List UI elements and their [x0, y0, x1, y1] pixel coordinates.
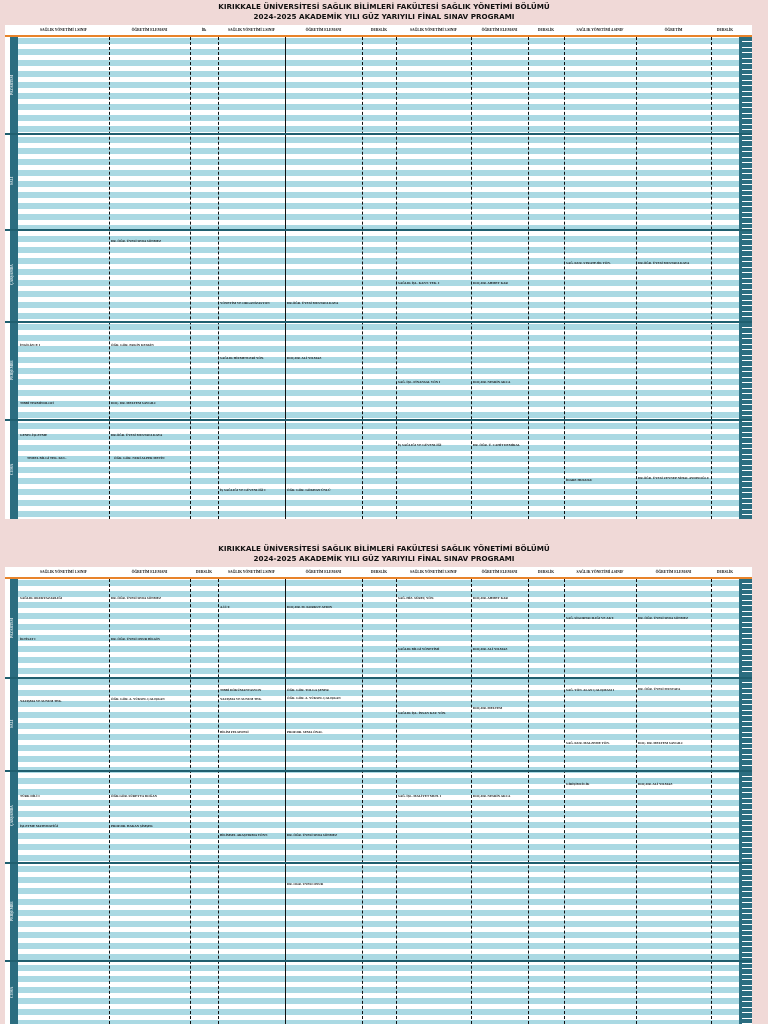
header-cell: DERSLİK: [716, 28, 734, 32]
header-cell: DERSLİK: [195, 570, 213, 574]
day-divider: [5, 229, 752, 231]
schedule-table-1: [5, 25, 752, 519]
schedule-entry: İŞLETME MATEMATİĞİ: [20, 824, 59, 828]
day-label: ÇARŞAMBA: [10, 264, 14, 286]
right-tick: [742, 338, 752, 339]
day-divider: [5, 419, 752, 421]
day-divider: [5, 862, 752, 864]
column-divider: [564, 37, 565, 519]
schedule-entry: BİLİMSEL ARAŞTIRMA YÖNT.: [220, 833, 268, 837]
schedule-entry: DOÇ.DR. NESRİN AKCA: [473, 380, 511, 384]
header-cell: ÖĞRETİM ELEMANI: [481, 570, 518, 574]
right-tick: [742, 195, 752, 196]
schedule-entry: DOÇ.DR. ALİ YILMAZ: [287, 356, 322, 360]
schedule-entry: SAĞ. İŞL. FİNANSAL YÖN I: [398, 380, 441, 384]
right-tick: [742, 1018, 752, 1019]
right-tick: [742, 206, 752, 207]
right-tick: [742, 963, 752, 964]
column-divider: [711, 37, 712, 519]
right-tick: [742, 649, 752, 650]
right-tick: [742, 404, 752, 405]
right-tick: [742, 448, 752, 449]
right-tick: [742, 957, 752, 958]
schedule-entry: DOÇ.DR. NESRİN AKCA: [473, 794, 511, 798]
right-tick: [742, 820, 752, 821]
right-tick: [742, 426, 752, 427]
right-tick: [742, 69, 752, 70]
schedule-entry: DOÇ. DR. MELTEM SAYGILI: [111, 401, 156, 405]
right-tick: [742, 96, 752, 97]
right-tick: [742, 355, 752, 356]
right-tick: [742, 996, 752, 997]
right-tick: [742, 300, 752, 301]
schedule-entry: DOÇ. DR. MELTEM SAYGILI: [638, 741, 683, 745]
right-tick: [742, 190, 752, 191]
right-tick: [742, 179, 752, 180]
right-tick: [742, 1012, 752, 1013]
right-tick: [742, 421, 752, 422]
right-tick: [742, 360, 752, 361]
right-tick: [742, 41, 752, 42]
day-label: CUMA: [10, 986, 14, 998]
right-tick: [742, 349, 752, 350]
page-title-1: [0, 2, 768, 21]
schedule-table-2: [5, 567, 752, 1024]
right-tick: [742, 487, 752, 488]
right-tick: [742, 924, 752, 925]
right-tick: [742, 327, 752, 328]
table-header: [5, 567, 752, 579]
right-tick: [742, 655, 752, 656]
column-divider: [362, 579, 363, 1024]
header-cell: SAĞLIK YÖNETİMİ 3.SINIF: [410, 28, 457, 32]
schedule-entry: SAĞLIK İŞL. İNSAN KAY. YÖN.: [398, 711, 447, 715]
right-tick: [742, 869, 752, 870]
column-divider: [564, 579, 565, 1024]
right-tick: [742, 880, 752, 881]
right-tick: [742, 853, 752, 854]
right-tick: [742, 627, 752, 628]
right-tick: [742, 311, 752, 312]
header-cell: ÖĞRETİM ELEMANI: [131, 28, 168, 32]
schedule-entry: SAĞ. YÖN. ALAN ÇALIŞMASI I: [566, 688, 615, 692]
schedule-entry: ÖĞR. GÖR. A. YÜKSEL ÇALIŞKAN: [287, 696, 341, 700]
column-divider: [396, 579, 397, 1024]
schedule-entry: DOÇ.DR. AHMET KAR: [473, 596, 508, 600]
right-tick: [742, 91, 752, 92]
schedule-entry: DR. ÖĞR. ÜYESİ SEDA SÖNMEZ: [638, 616, 689, 620]
right-tick: [742, 212, 752, 213]
right-tick: [742, 759, 752, 760]
schedule-entry: İKTİSAT I: [20, 637, 36, 641]
schedule-entry: İŞ SAĞLIĞI VE GÜVENLİĞİ: [398, 443, 442, 447]
right-tick: [742, 858, 752, 859]
right-tick: [742, 985, 752, 986]
right-tick: [742, 671, 752, 672]
right-tick: [742, 498, 752, 499]
right-tick: [742, 382, 752, 383]
column-divider: [190, 579, 191, 1024]
right-tick: [742, 74, 752, 75]
right-tick: [742, 715, 752, 716]
right-tick: [742, 80, 752, 81]
column-divider: [528, 579, 529, 1024]
right-tick: [742, 245, 752, 246]
right-tick: [742, 1007, 752, 1008]
schedule-entry: DR.ÖĞR. ÜYESİ MUSTAFA KAYA: [287, 301, 339, 305]
header-cell: SAĞLIK YÖNETİMİ 2.SINIF: [228, 570, 275, 574]
day-label: ÇARŞAMBA: [10, 805, 14, 827]
right-tick: [742, 470, 752, 471]
right-tick: [742, 289, 752, 290]
header-cell: DERSLİK: [370, 570, 388, 574]
table-row: [18, 1020, 739, 1024]
right-tick: [742, 864, 752, 865]
day-label: SALI: [10, 176, 14, 186]
column-divider: [711, 579, 712, 1024]
schedule-entry: TIBBİ DÖKÜMANTASYON: [220, 688, 262, 692]
day-label: CUMA: [10, 463, 14, 475]
right-tick: [742, 316, 752, 317]
right-tick: [742, 107, 752, 108]
right-tick: [742, 726, 752, 727]
right-tick: [742, 294, 752, 295]
right-tick: [742, 919, 752, 920]
right-tick: [742, 836, 752, 837]
title-line-1: KIRIKKALE ÜNİVERSİTESİ SAĞLIK BİLİMLERİ FAKÜLTESİ SAĞLIK YÖNETİMİ BÖLÜMÜ: [218, 544, 550, 553]
schedule-entry: SAĞLIK OKURYAZARLIĞI: [20, 596, 63, 600]
schedule-entry: SAĞ. KUR. MALZEME YÖN.: [566, 741, 610, 745]
right-tick: [742, 704, 752, 705]
right-tick: [742, 682, 752, 683]
schedule-entry: TIBBİ TERMİNOLOJİ: [20, 401, 54, 405]
right-tick: [742, 974, 752, 975]
right-tick: [742, 514, 752, 515]
right-tick: [742, 47, 752, 48]
right-tick: [742, 633, 752, 634]
header-cell: DERSLİK: [370, 28, 388, 32]
right-tick: [742, 333, 752, 334]
right-tick: [742, 600, 752, 601]
page-title-2: [0, 544, 768, 563]
schedule-entry: YÖNETİM VE ORGANİZASYON: [220, 301, 270, 305]
right-tick: [742, 366, 752, 367]
right-tick: [742, 748, 752, 749]
column-divider: [109, 37, 110, 519]
schedule-entry: ÖĞR. GÖR. ERGİN KESKİN: [111, 343, 154, 347]
schedule-entry: SAĞ. SİGORTACILIĞI VE AKT.: [566, 616, 614, 620]
right-tick: [742, 913, 752, 914]
schedule-entry: ÖĞR.GÖR. SÜREYYA DOĞAN: [111, 794, 158, 798]
column-divider: [285, 579, 286, 1024]
right-tick: [742, 754, 752, 755]
schedule-entry: DR.ÖĞR. ÜYESİ ZEYNEP NİHAL AYDINOĞLU: [638, 476, 710, 480]
schedule-entry: DR. ÖĞR. Ü. CAHİT DEMİRAL: [473, 443, 521, 447]
title-line-1: KIRIKKALE ÜNİVERSİTESİ SAĞLIK BİLİMLERİ FAKÜLTESİ SAĞLIK YÖNETİMİ BÖLÜMÜ: [218, 2, 550, 11]
day-divider: [5, 321, 752, 323]
column-divider: [190, 37, 191, 519]
right-tick: [742, 825, 752, 826]
right-tick: [742, 847, 752, 848]
right-tick: [742, 118, 752, 119]
right-tick: [742, 660, 752, 661]
right-tick: [742, 776, 752, 777]
right-tick: [742, 410, 752, 411]
right-tick: [742, 267, 752, 268]
schedule-entry: İDARE HUKUKU: [566, 478, 593, 482]
right-tick: [742, 102, 752, 103]
schedule-entry: İNGİLİZCE I: [20, 343, 40, 347]
right-tick: [742, 990, 752, 991]
header-cell: SAĞLIK YÖNETİMİ 4.SINIF: [576, 28, 624, 32]
right-tick: [742, 765, 752, 766]
column-divider: [285, 37, 286, 519]
right-tick: [742, 52, 752, 53]
right-tick: [742, 124, 752, 125]
right-tick: [742, 902, 752, 903]
right-tick: [742, 443, 752, 444]
schedule-entry: DOÇ.DR. ALİ YILMAZ: [473, 647, 508, 651]
header-cell: DERSLİK: [537, 28, 555, 32]
right-tick: [742, 908, 752, 909]
right-tick: [742, 930, 752, 931]
right-tick: [742, 732, 752, 733]
column-divider: [396, 37, 397, 519]
schedule-entry: TEMEL BİLGİ TEK. KUL.: [27, 456, 67, 460]
right-tick: [742, 979, 752, 980]
schedule-entry: GENEL İŞLETME: [20, 433, 48, 437]
header-cell: ÖĞRETİM ELEMANI: [481, 28, 518, 32]
schedule-entry: DOÇ.DR. AHMET KAR: [473, 281, 508, 285]
right-tick: [742, 146, 752, 147]
right-tick: [742, 968, 752, 969]
header-cell: SAĞLIK YÖNETİMİ 1.SINIF: [40, 570, 87, 574]
right-tick: [742, 157, 752, 158]
right-tick: [742, 781, 752, 782]
right-tick: [742, 58, 752, 59]
schedule-entry: DOÇ.DR. ALİ YILMAZ: [638, 782, 673, 786]
right-tick: [742, 217, 752, 218]
right-tick: [742, 509, 752, 510]
schedule-entry: İŞ SAĞLIĞI VE GÜVENLİĞİ I: [220, 488, 266, 492]
right-tick: [742, 223, 752, 224]
right-tick: [742, 85, 752, 86]
right-tick: [742, 941, 752, 942]
header-cell: ÖĞRETİM ELEMANI: [655, 570, 692, 574]
right-tick: [742, 272, 752, 273]
schedule-entry: SAĞLIK BİLGİ YÖNETİMİ: [398, 647, 440, 651]
right-tick: [742, 393, 752, 394]
right-tick: [742, 63, 752, 64]
right-tick: [742, 886, 752, 887]
title-line-2: 2024-2025 AKADEMİK YILI GÜZ YARIYILI FİNAL SINAV PROGRAMI: [253, 553, 515, 563]
right-tick: [742, 792, 752, 793]
right-tick: [742, 465, 752, 466]
right-tick: [742, 278, 752, 279]
day-divider: [5, 133, 752, 135]
right-tick: [742, 388, 752, 389]
right-tick: [742, 173, 752, 174]
right-tick: [742, 935, 752, 936]
schedule-entry: ÖĞR. GÖR. GÖKHAN ÜNLÜ: [287, 488, 331, 492]
schedule-entry: SAĞ. KUR. STRATEJİK YÖN.: [566, 261, 611, 265]
day-label: PAZARTESİ: [10, 74, 14, 96]
right-tick: [742, 831, 752, 832]
schedule-entry: DR. ÖĞR. ÜYESİ ONUR BİLGİN: [111, 637, 160, 641]
right-tick: [742, 798, 752, 799]
header-cell: SAĞLIK YÖNETİMİ 1.SINIF: [40, 28, 87, 32]
schedule-entry: DR. OGR. UYESI ONUR: [287, 882, 324, 886]
right-tick: [742, 699, 752, 700]
column-divider: [636, 37, 637, 519]
table-row: [18, 517, 739, 520]
day-divider: [5, 960, 752, 962]
right-tick: [742, 234, 752, 235]
right-tick: [742, 135, 752, 136]
right-tick: [742, 415, 752, 416]
right-tick: [742, 693, 752, 694]
schedule-entry: DR.ÖĞR. ÜYESİ MUSTAFA KAYA: [638, 261, 690, 265]
right-tick: [742, 1001, 752, 1002]
table-header: [5, 25, 752, 37]
right-tick: [742, 611, 752, 612]
right-tick: [742, 459, 752, 460]
right-tick: [742, 305, 752, 306]
header-cell: SAĞLIK YÖNETİMİ 2.SINIF: [228, 28, 275, 32]
right-tick: [742, 201, 752, 202]
right-tick: [742, 897, 752, 898]
right-tick: [742, 377, 752, 378]
right-tick: [742, 710, 752, 711]
day-divider: [5, 770, 752, 772]
right-tick: [742, 594, 752, 595]
right-tick: [742, 644, 752, 645]
right-tick: [742, 399, 752, 400]
right-tick: [742, 622, 752, 623]
header-cell: DERSLİK: [537, 570, 555, 574]
schedule-entry: YAZIŞMA VE SUNUM TEK.: [220, 697, 262, 701]
right-tick: [742, 875, 752, 876]
right-tick: [742, 151, 752, 152]
right-tick: [742, 492, 752, 493]
right-tick: [742, 371, 752, 372]
schedule-entry: DR. ÖĞR. ÜYESİ MUSTAFA: [638, 687, 681, 691]
header-cell: SAĞLIK YÖNETİMİ 3.SINIF: [410, 570, 457, 574]
column-divider: [636, 579, 637, 1024]
column-divider: [471, 579, 472, 1024]
schedule-entry: DR. ÖĞR. ÜYESİ SEDA SÖNMEZ: [111, 239, 162, 243]
schedule-entry: TÜRK DİLİ I: [20, 794, 40, 798]
schedule-entry: DR. ÖĞR. ÜYESİ SEDA SÖNMEZ: [111, 596, 162, 600]
day-label: PERŞEMBE: [10, 901, 14, 921]
right-tick: [742, 809, 752, 810]
schedule-entry: ÖĞR. GÖR. A. YÜKSEL ÇALIŞKAN: [111, 697, 165, 701]
right-tick: [742, 481, 752, 482]
right-tick: [742, 476, 752, 477]
header-cell: DERSLİK: [716, 570, 734, 574]
right-tick: [742, 842, 752, 843]
schedule-entry: SAĞLIK HİZMETLERİ YÖN.: [220, 356, 265, 360]
column-divider: [218, 37, 219, 519]
right-tick: [742, 814, 752, 815]
day-label: SALI: [10, 719, 14, 728]
right-tick: [742, 583, 752, 584]
schedule-entry: ÖĞR. GÖR. NURİ ALPER METİN: [114, 456, 165, 460]
right-tick: [742, 503, 752, 504]
schedule-entry: DR. ÖĞR. ÜYESİ SEDA SÖNMEZ: [287, 833, 338, 837]
right-tick: [742, 454, 752, 455]
schedule-entry: GİRİŞİMCİLİK: [566, 782, 590, 786]
schedule-entry: SAĞ. HİZ. SÜREÇ YÖN.: [398, 596, 435, 600]
schedule-entry: DOÇ.DR. MELTEM: [473, 706, 503, 710]
schedule-entry: SAĞLIK İŞL. KANT. TEK. I: [398, 281, 440, 285]
schedule-entry: BİLİM FELSEFESİ: [220, 730, 249, 734]
header-cell: İlk: [201, 28, 207, 32]
right-tick: [742, 952, 752, 953]
header-cell: ÖĞRETİM ELEMANI: [131, 570, 168, 574]
right-tick: [742, 239, 752, 240]
column-divider: [109, 579, 110, 1024]
title-line-2: 2024-2025 AKADEMİK YILI GÜZ YARIYILI FİNAL SINAV PROGRAMI: [253, 11, 515, 21]
schedule-entry: ÖĞR. GÖR. TOLGA ŞENER: [287, 688, 329, 692]
right-tick: [742, 638, 752, 639]
right-tick: [742, 437, 752, 438]
column-divider: [362, 37, 363, 519]
schedule-entry: DR.ÖĞR. ÜYESİ MUSTAFA KAYA: [111, 433, 163, 437]
right-tick: [742, 946, 752, 947]
right-tick: [742, 605, 752, 606]
header-cell: ÖĞRETİM: [664, 28, 683, 32]
right-tick: [742, 737, 752, 738]
schedule-entry: A.İ.İ.T.: [220, 605, 231, 609]
right-tick: [742, 589, 752, 590]
day-label: PAZARTESİ: [10, 617, 14, 639]
schedule-entry: YAZIŞMA VE SUNUM TEK.: [20, 699, 62, 703]
right-tick: [742, 891, 752, 892]
schedule-entry: SAĞ. İŞL. MALİYET MUH. I: [398, 794, 441, 798]
schedule-entry: DOÇ.DR. M. KORKUT AYDIN: [287, 605, 333, 609]
right-tick: [742, 162, 752, 163]
header-cell: SAĞLIK YÖNETİMİ 4.SINIF: [576, 570, 624, 574]
right-tick: [742, 113, 752, 114]
right-tick: [742, 721, 752, 722]
right-tick: [742, 256, 752, 257]
schedule-entry: PROF.DR. SEMA ÖNAL: [287, 730, 323, 734]
day-divider: [5, 677, 752, 679]
schedule-entry: PROF.DR. HAKAN ŞİMŞEK: [111, 824, 153, 828]
right-tick: [742, 250, 752, 251]
column-divider: [218, 579, 219, 1024]
right-tick: [742, 666, 752, 667]
right-tick: [742, 168, 752, 169]
right-tick: [742, 184, 752, 185]
right-tick: [742, 803, 752, 804]
right-tick: [742, 283, 752, 284]
header-cell: ÖĞRETİM ELEMANI: [305, 570, 342, 574]
right-tick: [742, 344, 752, 345]
right-tick: [742, 140, 752, 141]
right-tick: [742, 432, 752, 433]
header-cell: ÖĞRETİM ELEMANI: [305, 28, 342, 32]
right-tick: [742, 129, 752, 130]
day-label: PERŞEMBE: [10, 360, 14, 380]
